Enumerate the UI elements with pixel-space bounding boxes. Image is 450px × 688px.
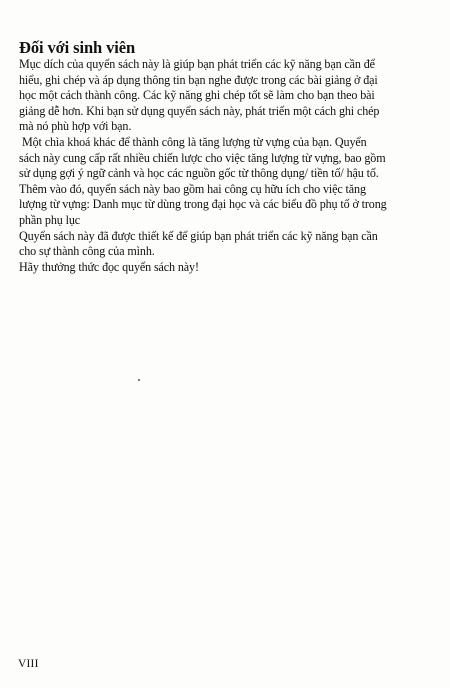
text-line: hiểu, ghi chép và áp dụng thông tin bạn nghe được trong các bài giảng ở đại: [19, 72, 378, 87]
text-line: học một cách thành công. Các kỹ năng ghi chép tốt sẽ làm cho bạn theo bài: [19, 88, 375, 103]
text-line: Quyển sách này đã được thiết kế để giúp bạn phát triển các kỹ năng bạn cần: [19, 228, 378, 243]
text-line: mà nó phù hợp với bạn.: [19, 119, 132, 134]
text-line: giảng dễ hơn. Khi bạn sử dụng quyển sách này, phát triển một cách ghi chép: [19, 103, 380, 118]
text-line: sử dụng gợi ý ngữ cảnh và học các nguồn gốc từ thông dụng/ tiền tố/ hậu tố.: [19, 166, 379, 181]
page-number: VIII: [18, 658, 39, 670]
text-line: Một chìa khoá khác để thành công là tăng lượng từ vựng của bạn. Quyển: [22, 134, 367, 149]
text-line: sách này cung cấp rất nhiều chiến lược cho việc tăng lượng từ vựng, bao gồm: [19, 150, 386, 165]
text-line: phần phụ lục: [19, 212, 81, 227]
section-title: Đối với sinh viên: [19, 38, 136, 57]
text-line: lượng từ vựng: Danh mục từ dùng trong đại học và các biểu đồ phụ tố ở trong: [19, 197, 387, 212]
text-line: Mục dích của quyển sách này là giúp bạn phát triển các kỹ năng bạn cần để: [19, 57, 375, 71]
body-text: [19, 57, 431, 275]
text-line: Thêm vào đó, quyển sách này bao gồm hai công cụ hữu ích cho việc tăng: [19, 181, 366, 196]
text-line: cho sự thành công của mình.: [19, 244, 155, 259]
text-line: Hãy thưởng thức đọc quyển sách này!: [19, 259, 199, 274]
scan-speck: [138, 379, 140, 381]
